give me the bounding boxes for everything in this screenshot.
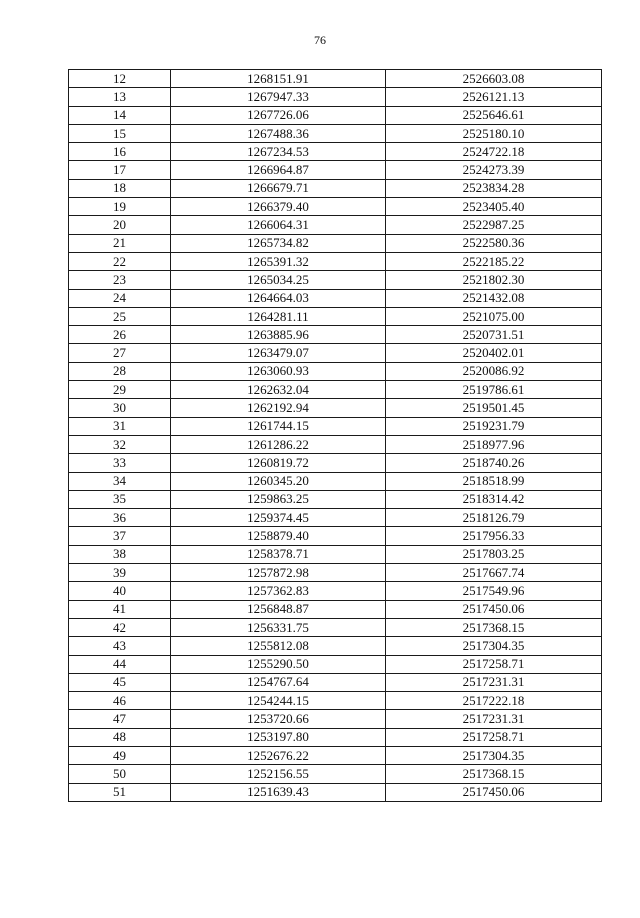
table-row: [69, 710, 602, 728]
x-coordinate-cell: 1255812.08: [171, 637, 386, 655]
point-number-cell: 27: [69, 344, 171, 362]
y-coordinate-cell: 2524722.18: [386, 143, 602, 161]
y-coordinate-cell: 2517231.31: [386, 710, 602, 728]
table-row: [69, 509, 602, 527]
y-coordinate-cell: 2520402.01: [386, 344, 602, 362]
y-coordinate-cell: 2523834.28: [386, 179, 602, 197]
table-row: [69, 472, 602, 490]
table-row: [69, 545, 602, 563]
x-coordinate-cell: 1259374.45: [171, 509, 386, 527]
y-coordinate-cell: 2525646.61: [386, 106, 602, 124]
y-coordinate-cell: 2520086.92: [386, 362, 602, 380]
y-coordinate-cell: 2526121.13: [386, 88, 602, 106]
x-coordinate-cell: 1253720.66: [171, 710, 386, 728]
x-coordinate-cell: 1265391.32: [171, 252, 386, 270]
x-coordinate-cell: 1260345.20: [171, 472, 386, 490]
x-coordinate-cell: 1266064.31: [171, 216, 386, 234]
x-coordinate-cell: 1265034.25: [171, 271, 386, 289]
y-coordinate-cell: 2521802.30: [386, 271, 602, 289]
table-row: [69, 564, 602, 582]
x-coordinate-cell: 1261286.22: [171, 435, 386, 453]
table-row: [69, 655, 602, 673]
point-number-cell: 20: [69, 216, 171, 234]
table-row: [69, 198, 602, 216]
y-coordinate-cell: 2517304.35: [386, 637, 602, 655]
x-coordinate-cell: 1256848.87: [171, 600, 386, 618]
x-coordinate-cell: 1267488.36: [171, 124, 386, 142]
point-number-cell: 48: [69, 728, 171, 746]
point-number-cell: 40: [69, 582, 171, 600]
point-number-cell: 33: [69, 454, 171, 472]
x-coordinate-cell: 1266964.87: [171, 161, 386, 179]
y-coordinate-cell: 2517304.35: [386, 746, 602, 764]
y-coordinate-cell: 2517258.71: [386, 655, 602, 673]
point-number-cell: 42: [69, 618, 171, 636]
table-row: [69, 344, 602, 362]
point-number-cell: 24: [69, 289, 171, 307]
table-row: [69, 454, 602, 472]
table-row: [69, 289, 602, 307]
y-coordinate-cell: 2517956.33: [386, 527, 602, 545]
table-row: [69, 435, 602, 453]
y-coordinate-cell: 2521075.00: [386, 307, 602, 325]
y-coordinate-cell: 2517549.96: [386, 582, 602, 600]
table-row: [69, 527, 602, 545]
x-coordinate-cell: 1267234.53: [171, 143, 386, 161]
x-coordinate-cell: 1266379.40: [171, 198, 386, 216]
point-number-cell: 17: [69, 161, 171, 179]
y-coordinate-cell: 2517222.18: [386, 692, 602, 710]
y-coordinate-cell: 2517258.71: [386, 728, 602, 746]
table-row: [69, 417, 602, 435]
table-row: [69, 307, 602, 325]
x-coordinate-cell: 1266679.71: [171, 179, 386, 197]
x-coordinate-cell: 1260819.72: [171, 454, 386, 472]
point-number-cell: 47: [69, 710, 171, 728]
table-row: [69, 179, 602, 197]
table-row: [69, 362, 602, 380]
point-number-cell: 36: [69, 509, 171, 527]
y-coordinate-cell: 2518740.26: [386, 454, 602, 472]
x-coordinate-cell: 1262632.04: [171, 381, 386, 399]
x-coordinate-cell: 1263479.07: [171, 344, 386, 362]
point-number-cell: 50: [69, 765, 171, 783]
point-number-cell: 31: [69, 417, 171, 435]
x-coordinate-cell: 1253197.80: [171, 728, 386, 746]
point-number-cell: 49: [69, 746, 171, 764]
table-row: [69, 746, 602, 764]
table-row: [69, 692, 602, 710]
x-coordinate-cell: 1258378.71: [171, 545, 386, 563]
table-row: [69, 728, 602, 746]
y-coordinate-cell: 2524273.39: [386, 161, 602, 179]
x-coordinate-cell: 1252156.55: [171, 765, 386, 783]
table-row: [69, 161, 602, 179]
point-number-cell: 19: [69, 198, 171, 216]
x-coordinate-cell: 1257362.83: [171, 582, 386, 600]
x-coordinate-cell: 1263885.96: [171, 326, 386, 344]
y-coordinate-cell: 2518126.79: [386, 509, 602, 527]
point-number-cell: 51: [69, 783, 171, 801]
page-number: 76: [314, 33, 326, 47]
point-number-cell: 26: [69, 326, 171, 344]
point-number-cell: 28: [69, 362, 171, 380]
table-row: [69, 637, 602, 655]
x-coordinate-cell: 1256331.75: [171, 618, 386, 636]
y-coordinate-cell: 2518518.99: [386, 472, 602, 490]
table-row: [69, 490, 602, 508]
y-coordinate-cell: 2522580.36: [386, 234, 602, 252]
x-coordinate-cell: 1261744.15: [171, 417, 386, 435]
table-row: [69, 326, 602, 344]
table-row: [69, 271, 602, 289]
point-number-cell: 38: [69, 545, 171, 563]
coordinate-table: [68, 69, 602, 802]
point-number-cell: 13: [69, 88, 171, 106]
y-coordinate-cell: 2519501.45: [386, 399, 602, 417]
point-number-cell: 35: [69, 490, 171, 508]
x-coordinate-cell: 1267726.06: [171, 106, 386, 124]
y-coordinate-cell: 2517368.15: [386, 618, 602, 636]
table-row: [69, 252, 602, 270]
table-row: [69, 399, 602, 417]
table-row: [69, 124, 602, 142]
y-coordinate-cell: 2525180.10: [386, 124, 602, 142]
point-number-cell: 15: [69, 124, 171, 142]
x-coordinate-cell: 1264281.11: [171, 307, 386, 325]
point-number-cell: 32: [69, 435, 171, 453]
point-number-cell: 41: [69, 600, 171, 618]
y-coordinate-cell: 2521432.08: [386, 289, 602, 307]
y-coordinate-cell: 2522185.22: [386, 252, 602, 270]
x-coordinate-cell: 1258879.40: [171, 527, 386, 545]
point-number-cell: 39: [69, 564, 171, 582]
table-row: [69, 106, 602, 124]
y-coordinate-cell: 2519786.61: [386, 381, 602, 399]
x-coordinate-cell: 1265734.82: [171, 234, 386, 252]
x-coordinate-cell: 1259863.25: [171, 490, 386, 508]
y-coordinate-cell: 2519231.79: [386, 417, 602, 435]
point-number-cell: 34: [69, 472, 171, 490]
x-coordinate-cell: 1264664.03: [171, 289, 386, 307]
point-number-cell: 30: [69, 399, 171, 417]
table-row: [69, 765, 602, 783]
table-row: [69, 673, 602, 691]
table-row: [69, 216, 602, 234]
x-coordinate-cell: 1251639.43: [171, 783, 386, 801]
point-number-cell: 37: [69, 527, 171, 545]
y-coordinate-cell: 2518977.96: [386, 435, 602, 453]
x-coordinate-cell: 1252676.22: [171, 746, 386, 764]
point-number-cell: 14: [69, 106, 171, 124]
y-coordinate-cell: 2518314.42: [386, 490, 602, 508]
y-coordinate-cell: 2517803.25: [386, 545, 602, 563]
point-number-cell: 18: [69, 179, 171, 197]
point-number-cell: 46: [69, 692, 171, 710]
table-row: [69, 600, 602, 618]
y-coordinate-cell: 2517368.15: [386, 765, 602, 783]
table-row: [69, 783, 602, 801]
point-number-cell: 16: [69, 143, 171, 161]
point-number-cell: 21: [69, 234, 171, 252]
y-coordinate-cell: 2523405.40: [386, 198, 602, 216]
y-coordinate-cell: 2517667.74: [386, 564, 602, 582]
point-number-cell: 22: [69, 252, 171, 270]
y-coordinate-cell: 2526603.08: [386, 70, 602, 88]
table-row: [69, 70, 602, 88]
x-coordinate-cell: 1254244.15: [171, 692, 386, 710]
x-coordinate-cell: 1262192.94: [171, 399, 386, 417]
y-coordinate-cell: 2520731.51: [386, 326, 602, 344]
x-coordinate-cell: 1257872.98: [171, 564, 386, 582]
x-coordinate-cell: 1254767.64: [171, 673, 386, 691]
y-coordinate-cell: 2517450.06: [386, 783, 602, 801]
y-coordinate-cell: 2517231.31: [386, 673, 602, 691]
point-number-cell: 43: [69, 637, 171, 655]
coordinate-table-body: [69, 70, 602, 802]
x-coordinate-cell: 1267947.33: [171, 88, 386, 106]
point-number-cell: 44: [69, 655, 171, 673]
point-number-cell: 12: [69, 70, 171, 88]
table-row: [69, 618, 602, 636]
point-number-cell: 23: [69, 271, 171, 289]
table-row: [69, 143, 602, 161]
x-coordinate-cell: 1268151.91: [171, 70, 386, 88]
table-row: [69, 381, 602, 399]
table-row: [69, 88, 602, 106]
y-coordinate-cell: 2517450.06: [386, 600, 602, 618]
point-number-cell: 45: [69, 673, 171, 691]
table-row: [69, 582, 602, 600]
x-coordinate-cell: 1255290.50: [171, 655, 386, 673]
point-number-cell: 29: [69, 381, 171, 399]
point-number-cell: 25: [69, 307, 171, 325]
x-coordinate-cell: 1263060.93: [171, 362, 386, 380]
y-coordinate-cell: 2522987.25: [386, 216, 602, 234]
table-row: [69, 234, 602, 252]
